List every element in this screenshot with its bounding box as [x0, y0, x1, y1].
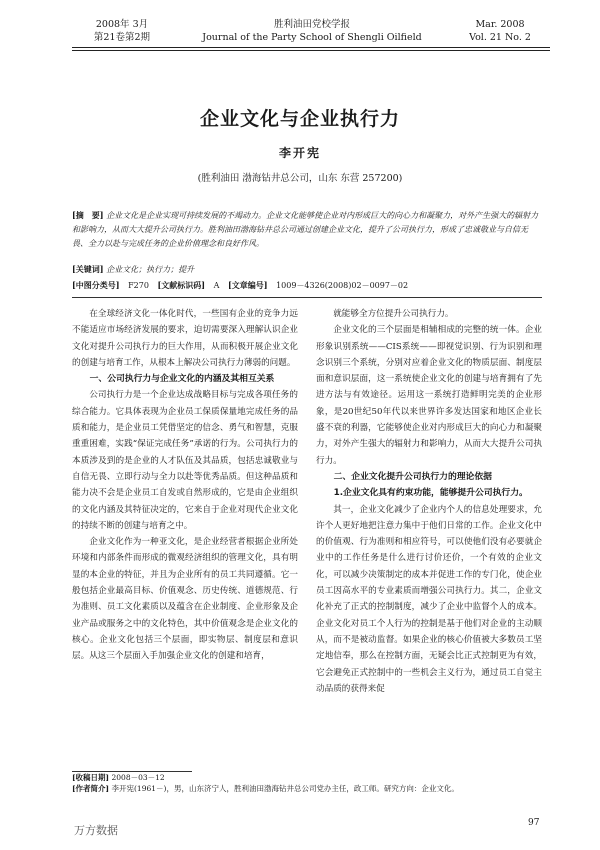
body-paragraph: 就能够全方位提升公司执行力。 [333, 309, 454, 319]
doc-code-value: A [213, 281, 220, 290]
received-date: 2008－03－12 [111, 773, 165, 782]
body-column-left [72, 306, 298, 665]
running-header [72, 18, 550, 48]
clc-label: [中图分类号] [72, 280, 120, 290]
footnote [72, 772, 542, 794]
article-id-label: [文章编号] [227, 280, 268, 290]
abstract [72, 208, 542, 251]
body-column-right [316, 306, 542, 697]
footnote-received [72, 772, 542, 783]
header-date-cn: 2008年 3月 [95, 19, 149, 30]
header-rule-thin [72, 50, 550, 51]
header-rule-thick [72, 47, 550, 48]
body-paragraph: 企业文化作为一种亚文化，是企业经营者根据企业所处环境和内部条件而形成的微观经济组织的管理文化，具有明显的本企业的特征，并且为企业所有的员工共同遵循。它一般包括企业最高目标、价值观念、历史传统、道德规范、行为准则、员工文化素质以及蕴含在企业制度、企业形象及企业产品或服务之中的文化特色，其中价值观念是企业文化的核心。企业文化包括三个层面，即实物层、制度层和意识层。从这三个层面入手加强企业文化的创建和培育， [72, 537, 298, 662]
abstract-text: 企业文化是企业实现可持续发展的不竭动力。企业文化能够使企业对内形成巨大的向心力和凝聚力，对外产生强大的辐射力和影响力，从而大大提升公司执行力。胜利油田渤海钻井总公司通过创建企业文化，提升了公司执行力，形成了忠诚敬业与自信无畏、全力以赴与完成任务的企业价值理念和良好作风。 [72, 211, 539, 248]
keywords [72, 264, 542, 275]
section-heading-2: 二、企业文化提升公司执行力的理论依据 [333, 471, 492, 482]
body-paragraph: 公司执行力是一个企业达成战略目标与完成各项任务的综合能力。它具体表现为企业员工保质保量地完成任务的品质和能力，是企业员工凭借坚定的信念、勇气和智慧，克服重重困难，实践“保证完成任务”承诺的行为。公司执行力的本质涉及到的是企业的人才队伍及其品质，包括忠诚敬业与自信无畏、立即行动与全力以赴等优秀品质。但这种品质和能力决不会是企业员工自发或自然形成的，它是由企业组织的文化内涵及其特征决定的，它来自于企业对现代企业文化的持续不断的创建与培育之中。 [72, 390, 298, 531]
body-paragraph: 企业文化的三个层面是相辅相成的完整的统一体。企业形象识别系统——CIS系统——即视觉识别、行为识别和理念识别三个系统，分别对应着企业文化的物质层面、制度层面和意识层面，这一系统使企业文化的创建与培育拥有了先进方法与有效途径。运用这一系统打造鲜明完美的企业形象，是20世纪50年代以来世界许多发达国家和地区企业长盛不衰的利器，它能够使企业对内形成巨大的向心力和凝聚力，对外产生强大的辐射力和影响力，从而大大提升公司执行力。 [316, 325, 542, 466]
keywords-label: [关键词] [72, 264, 104, 274]
abstract-label: [摘 要] [72, 210, 104, 220]
author-bio-label: [作者简介] [72, 784, 110, 793]
page-number: 97 [528, 818, 540, 828]
article-id-value: 1009－4326(2008)02－0097－02 [276, 281, 409, 290]
header-date-en: Mar. 2008 [475, 19, 525, 30]
article-title: 企业文化与企业执行力 [199, 108, 400, 130]
header-volume-en: Vol. 21 No. 2 [469, 32, 531, 43]
classification-line [72, 280, 542, 291]
clc-value: F270 [128, 281, 149, 290]
received-label: [收稿日期] [72, 773, 110, 782]
intro-paragraph: 在全球经济文化一体化时代，一些国有企业的竞争力远不能适应市场经济发展的要求，迫切需要深入理解认识企业文化对提升公司执行力的巨大作用，从而积极开展企业文化的创建与培育工作，从根本上解决公司执行力薄弱的问题。 [72, 309, 298, 368]
author-affiliation: (胜利油田 渤海钻井总公司，山东 东营 257200) [197, 173, 403, 184]
header-journal-en: Journal of the Party School of Shengli Oilfield [202, 32, 422, 43]
keywords-text: 企业文化；执行力；提升 [106, 265, 195, 274]
header-issue-en [460, 18, 540, 44]
section-heading-1: 一、公司执行力与企业文化的内涵及其相互关系 [89, 374, 275, 385]
header-issue-cn [82, 18, 162, 44]
body-paragraph: 其一，企业文化减少了企业内个人的信息处理要求，允许个人更好地把注意力集中于他们日常的工作。企业文化中的价值观、行为准则和相应符号，可以使他们没有必要就企业中的工作任务是什么进行讨价还价，一个有效的企业文化，可以减少决策制定的成本并促进工作的专门化，使企业员工因高水平的专业素质而增强公司执行力。其二，企业文化补充了正式的控制制度，减少了企业中监督个人的成本。企业文化对员工个人行为的控制是基于他们对企业的主动顺从，而不是被动监督。如果企业的核心价值被大多数员工坚定地信奉，那么在控制方面，无疑会比正式控制更为有效，它会避免正式控制中的一些机会主义行为，通过员工自觉主动品质的获得来促 [316, 504, 542, 694]
abstract-rule [72, 297, 542, 298]
article-author: 李开宪 [278, 146, 321, 160]
author-bio-text: 李开宪(1961－)，男，山东济宁人，胜利油田渤海钻井总公司党办主任，政工师。研究方向：企业文化。 [111, 784, 459, 793]
header-journal-cn: 胜利油田党校学报 [273, 19, 350, 30]
header-volume-cn: 第21卷第2期 [93, 32, 151, 43]
database-watermark: 万方数据 [74, 824, 118, 837]
footnote-author-bio [72, 783, 542, 794]
doc-code-label: [文献标识码] [157, 280, 206, 290]
header-journal [182, 18, 442, 44]
subsection-heading-1: 1.企业文化具有约束功能，能够提升公司执行力。 [333, 488, 528, 499]
